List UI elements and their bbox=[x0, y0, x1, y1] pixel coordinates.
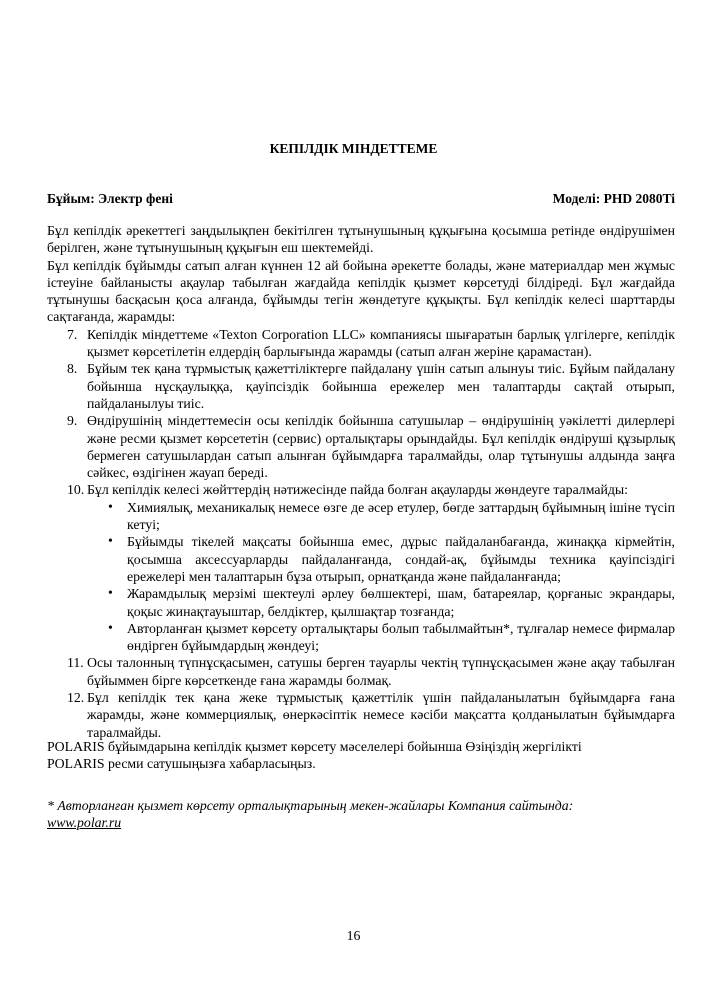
contact-line-2: POLARIS ресми сатушыңызға хабарласыңыз. bbox=[47, 756, 316, 772]
exclusion-item bbox=[87, 585, 675, 620]
conditions-list bbox=[47, 326, 675, 741]
condition-text: Кепілдік міндеттеме «Texton Corporation LLC» компаниясы шығаратын барлық үлгілерге, кепілдік қызмет көрсетілетін елдердің барлығында жарамды (сатып алған жеріне қарамастан). bbox=[87, 326, 675, 360]
condition-text: Бұйым тек қана тұрмыстық қажеттіліктерге пайдалану үшін сатып алынуы тиіс. Бұйым пайдалану бойынша нұсқаулыққа, қауіпсіздік бойынша ережелер мен талаптарды сақтай отырып, пайдаланылуы тиіс. bbox=[87, 361, 675, 411]
condition-item bbox=[47, 481, 675, 654]
intro-paragraph-2: Бұл кепілдік бұйымды сатып алған күннен 12 ай бойына әрекетте болады, және материалдар мен жұмыс істеуіне байланысты ақаулар табылған жағдайда кепілдік қызмет көрсетуді білдіреді. Бұл жағдайда тұтынушы басқасын қоса алғанда, бұйымды тегін жөндетуге құқықты. Бұл кепілдік келесі шарттарды сақтағанда, жарамды: bbox=[47, 257, 675, 325]
product-meta-row bbox=[47, 191, 675, 207]
condition-number: 8. bbox=[67, 361, 78, 377]
condition-text: Осы талонның түпнұсқасымен, сатушы берген тауарлы чектің түпнұсқасымен және ақау табылған бұйыммен бірге көрсеткенде ғана жарамды болмақ. bbox=[87, 655, 675, 688]
condition-number: 7. bbox=[67, 326, 78, 342]
exclusion-item bbox=[87, 499, 675, 534]
condition-number: 10. bbox=[67, 482, 85, 498]
document-title: КЕПІЛДІК МІНДЕТТЕМЕ bbox=[269, 141, 438, 156]
condition-number: 12. bbox=[67, 690, 85, 706]
footnote bbox=[47, 797, 675, 832]
condition-text: Өндірушінің міндеттемесін осы кепілдік бойынша сатушылар – өндірушінің уәкілетті дилерлері және ресми қызмет көрсететін (сервис) орталықтары орындайды. Бұл кепілдік өндіруші құзырлық бермеген сатушылардан сатып алынған бұйымдарға таралмайды, олар тұтынушы алдында заңға сәйкес, өздігінен жауап береді. bbox=[87, 413, 675, 481]
footnote-text: * Авторланған қызмет көрсету орталықтарының мекен-жайлары Компания сайтында: bbox=[47, 798, 574, 813]
exclusion-item bbox=[87, 533, 675, 585]
contact-line-1: POLARIS бұйымдарына кепілдік қызмет көрсету мәселелері бойынша Өзіңіздің жергілікті bbox=[47, 739, 582, 754]
exclusions-list bbox=[87, 499, 675, 655]
condition-text: Бұл кепілдік тек қана жеке тұрмыстық қажеттілік үшін пайдаланылатын бұйымдарға ғана жарамды, және коммерциялық, өнеркәсіптік немесе кәсіби мақсатта қолданылатын бұйымдарға таралмайды. bbox=[87, 690, 675, 740]
exclusion-text: Бұйымды тікелей мақсаты бойынша емес, дұрыс пайдаланбағанда, жинаққа кірмейтін, қосымша аксессуарларды пайдаланғанда, сондай-ақ, бұйымды техника қауіпсіздігі ережелері мен талаптарын бұза отырып, орнатқанда және пайдаланғанда; bbox=[127, 534, 675, 584]
exclusion-item bbox=[87, 620, 675, 655]
product-label: Бұйым: Электр фені bbox=[47, 191, 173, 206]
exclusion-text: Авторланған қызмет көрсету орталықтары болып табылмайтын*, тұлғалар немесе фирмалар өндірген бұйымдардың жөндеуі; bbox=[127, 620, 675, 654]
bullet-icon: • bbox=[108, 533, 113, 549]
bullet-icon: • bbox=[108, 619, 113, 635]
condition-item bbox=[47, 360, 675, 412]
intro-paragraph-1: Бұл кепілдік әрекеттегі заңдылықпен бекітілген тұтынушының құқығына қосымша ретінде өндірушімен берілген, және тұтынушының құқығын еш шектемейді. bbox=[47, 223, 675, 256]
condition-item bbox=[47, 412, 675, 481]
condition-number: 11. bbox=[67, 655, 84, 671]
warranty-body bbox=[47, 222, 675, 741]
exclusion-text: Химиялық, механикалық немесе өзге де әсер етулер, бөгде заттардың бұйымның ішіне түсіп кетуі; bbox=[127, 499, 675, 533]
model-label: Моделі: PHD 2080Ti bbox=[552, 191, 675, 206]
condition-text: Бұл кепілдік келесі жөйттердің нәтижесінде пайда болған ақауларды жөндеуге таралмайды: bbox=[87, 482, 628, 498]
condition-item bbox=[47, 654, 675, 689]
condition-item bbox=[47, 326, 675, 361]
footnote-link[interactable]: www.polar.ru bbox=[47, 815, 122, 831]
page-number: 16 bbox=[346, 928, 361, 943]
contact-note bbox=[47, 738, 675, 773]
exclusion-text: Жарамдылық мерзімі шектеулі әрлеу бөлшектері, шам, батареялар, қорғаныс экрандары, қоқыс жинақтауыштар, белдіктер, қылшақтар тозғанда; bbox=[127, 586, 675, 619]
condition-number: 9. bbox=[67, 413, 78, 429]
condition-item bbox=[47, 689, 675, 741]
bullet-icon: • bbox=[108, 585, 113, 601]
bullet-icon: • bbox=[108, 498, 113, 514]
